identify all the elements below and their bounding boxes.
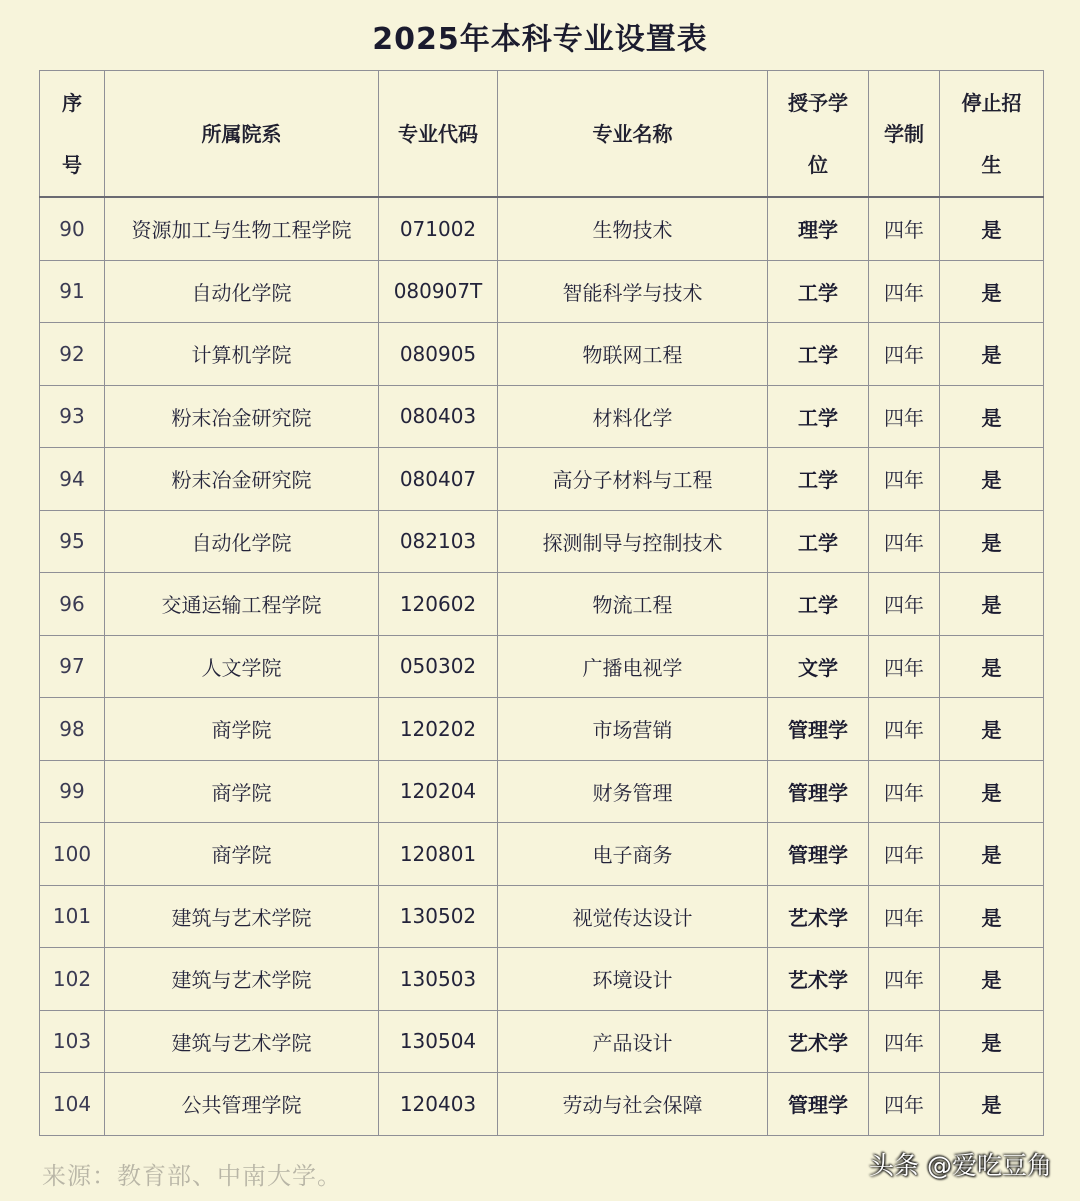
cell-department: 建筑与艺术学院	[105, 1010, 379, 1073]
cell-major: 市场营销	[498, 698, 768, 761]
cell-degree: 工学	[768, 385, 869, 448]
cell-stop-enroll: 是	[940, 760, 1044, 823]
cell-duration: 四年	[869, 510, 940, 573]
cell-degree: 艺术学	[768, 885, 869, 948]
cell-index: 97	[40, 635, 105, 698]
cell-index: 90	[40, 197, 105, 260]
cell-major: 财务管理	[498, 760, 768, 823]
cell-major: 材料化学	[498, 385, 768, 448]
header-index: 序号	[40, 71, 105, 198]
cell-index: 100	[40, 823, 105, 886]
table-row	[40, 323, 1044, 386]
cell-duration: 四年	[869, 948, 940, 1011]
cell-major: 智能科学与技术	[498, 260, 768, 323]
cell-degree: 管理学	[768, 698, 869, 761]
cell-degree: 工学	[768, 448, 869, 511]
cell-stop-enroll: 是	[940, 635, 1044, 698]
cell-department: 建筑与艺术学院	[105, 885, 379, 948]
table-row	[40, 948, 1044, 1011]
cell-degree: 工学	[768, 573, 869, 636]
cell-duration: 四年	[869, 573, 940, 636]
cell-stop-enroll: 是	[940, 698, 1044, 761]
cell-code: 082103	[379, 510, 498, 573]
source-note: 来源：教育部、中南大学。	[42, 1162, 342, 1190]
cell-major: 物联网工程	[498, 323, 768, 386]
cell-code: 080407	[379, 448, 498, 511]
cell-duration: 四年	[869, 1010, 940, 1073]
table-row	[40, 1010, 1044, 1073]
cell-duration: 四年	[869, 698, 940, 761]
cell-department: 公共管理学院	[105, 1073, 379, 1136]
cell-code: 130504	[379, 1010, 498, 1073]
cell-department: 交通运输工程学院	[105, 573, 379, 636]
cell-index: 99	[40, 760, 105, 823]
cell-department: 建筑与艺术学院	[105, 948, 379, 1011]
cell-major: 高分子材料与工程	[498, 448, 768, 511]
cell-code: 080905	[379, 323, 498, 386]
cell-stop-enroll: 是	[940, 385, 1044, 448]
table-row	[40, 760, 1044, 823]
cell-stop-enroll: 是	[940, 260, 1044, 323]
cell-stop-enroll: 是	[940, 823, 1044, 886]
cell-code: 120801	[379, 823, 498, 886]
cell-major: 探测制导与控制技术	[498, 510, 768, 573]
cell-code: 080403	[379, 385, 498, 448]
cell-code: 120204	[379, 760, 498, 823]
cell-index: 103	[40, 1010, 105, 1073]
table-row	[40, 197, 1044, 260]
cell-duration: 四年	[869, 197, 940, 260]
cell-index: 98	[40, 698, 105, 761]
cell-department: 自动化学院	[105, 260, 379, 323]
header-code: 专业代码	[379, 71, 498, 198]
table-row	[40, 510, 1044, 573]
cell-stop-enroll: 是	[940, 197, 1044, 260]
cell-duration: 四年	[869, 760, 940, 823]
cell-department: 粉末冶金研究院	[105, 385, 379, 448]
table-row	[40, 698, 1044, 761]
table-row	[40, 385, 1044, 448]
table-row	[40, 885, 1044, 948]
cell-department: 商学院	[105, 698, 379, 761]
cell-duration: 四年	[869, 260, 940, 323]
cell-stop-enroll: 是	[940, 1073, 1044, 1136]
header-stop-enroll: 停止招生	[940, 71, 1044, 198]
cell-major: 劳动与社会保障	[498, 1073, 768, 1136]
cell-index: 94	[40, 448, 105, 511]
majors-table	[39, 70, 1044, 1136]
table-row	[40, 260, 1044, 323]
cell-index: 101	[40, 885, 105, 948]
cell-major: 电子商务	[498, 823, 768, 886]
header-degree: 授予学位	[768, 71, 869, 198]
page-title: 2025年本科专业设置表	[372, 22, 708, 57]
cell-duration: 四年	[869, 635, 940, 698]
table-body	[40, 197, 1044, 1135]
header-duration: 学制	[869, 71, 940, 198]
cell-stop-enroll: 是	[940, 948, 1044, 1011]
table-header-row	[40, 71, 1044, 198]
cell-code: 120403	[379, 1073, 498, 1136]
cell-stop-enroll: 是	[940, 510, 1044, 573]
cell-degree: 艺术学	[768, 948, 869, 1011]
cell-department: 自动化学院	[105, 510, 379, 573]
cell-index: 92	[40, 323, 105, 386]
cell-code: 120602	[379, 573, 498, 636]
cell-code: 120202	[379, 698, 498, 761]
cell-degree: 理学	[768, 197, 869, 260]
cell-stop-enroll: 是	[940, 885, 1044, 948]
cell-stop-enroll: 是	[940, 1010, 1044, 1073]
table-row	[40, 448, 1044, 511]
cell-department: 资源加工与生物工程学院	[105, 197, 379, 260]
cell-department: 粉末冶金研究院	[105, 448, 379, 511]
cell-degree: 工学	[768, 323, 869, 386]
cell-duration: 四年	[869, 448, 940, 511]
cell-code: 130503	[379, 948, 498, 1011]
watermark: 头条 @爱吃豆角	[869, 1151, 1052, 1180]
cell-code: 050302	[379, 635, 498, 698]
cell-stop-enroll: 是	[940, 573, 1044, 636]
header-department: 所属院系	[105, 71, 379, 198]
table-row	[40, 823, 1044, 886]
cell-degree: 工学	[768, 260, 869, 323]
cell-degree: 文学	[768, 635, 869, 698]
table-row	[40, 1073, 1044, 1136]
cell-major: 产品设计	[498, 1010, 768, 1073]
cell-stop-enroll: 是	[940, 323, 1044, 386]
cell-code: 071002	[379, 197, 498, 260]
cell-stop-enroll: 是	[940, 448, 1044, 511]
cell-degree: 工学	[768, 510, 869, 573]
table-row	[40, 573, 1044, 636]
table-row	[40, 635, 1044, 698]
cell-duration: 四年	[869, 1073, 940, 1136]
header-major: 专业名称	[498, 71, 768, 198]
cell-degree: 管理学	[768, 823, 869, 886]
cell-major: 环境设计	[498, 948, 768, 1011]
cell-department: 商学院	[105, 760, 379, 823]
cell-major: 生物技术	[498, 197, 768, 260]
cell-major: 物流工程	[498, 573, 768, 636]
cell-degree: 管理学	[768, 1073, 869, 1136]
cell-index: 102	[40, 948, 105, 1011]
cell-index: 93	[40, 385, 105, 448]
cell-index: 95	[40, 510, 105, 573]
cell-major: 视觉传达设计	[498, 885, 768, 948]
cell-code: 080907T	[379, 260, 498, 323]
cell-duration: 四年	[869, 885, 940, 948]
cell-major: 广播电视学	[498, 635, 768, 698]
cell-duration: 四年	[869, 385, 940, 448]
cell-index: 91	[40, 260, 105, 323]
cell-department: 人文学院	[105, 635, 379, 698]
cell-code: 130502	[379, 885, 498, 948]
cell-degree: 管理学	[768, 760, 869, 823]
cell-department: 计算机学院	[105, 323, 379, 386]
cell-department: 商学院	[105, 823, 379, 886]
cell-degree: 艺术学	[768, 1010, 869, 1073]
cell-index: 96	[40, 573, 105, 636]
cell-duration: 四年	[869, 823, 940, 886]
cell-duration: 四年	[869, 323, 940, 386]
cell-index: 104	[40, 1073, 105, 1136]
